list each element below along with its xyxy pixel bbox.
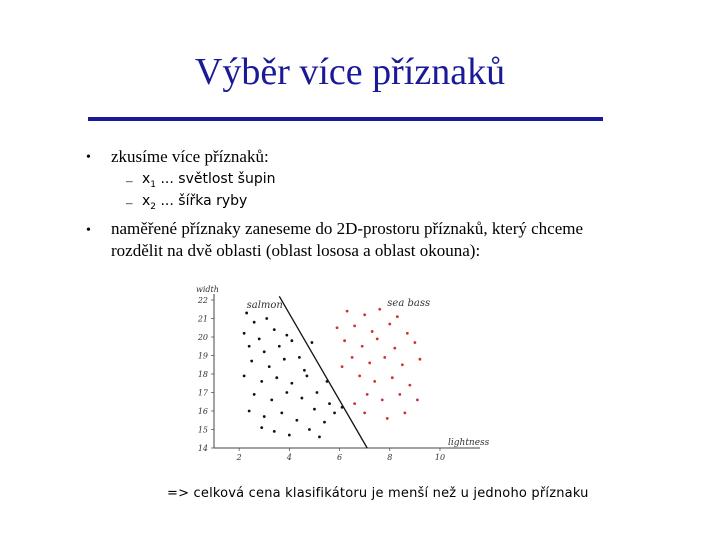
salmon-label: salmon xyxy=(246,300,283,311)
salmon-point xyxy=(318,436,321,439)
sea-bass-point xyxy=(419,358,422,361)
sea-bass-point xyxy=(361,345,364,348)
sea-bass-point xyxy=(366,393,369,396)
salmon-point xyxy=(290,339,293,342)
sea-bass-point xyxy=(388,323,391,326)
sea-bass-point xyxy=(416,399,419,402)
x-tick-label: 8 xyxy=(387,453,393,462)
salmon-point xyxy=(300,397,303,400)
salmon-point xyxy=(243,332,246,335)
sea-bass-point xyxy=(353,402,356,405)
sea-bass-point xyxy=(376,337,379,340)
salmon-point xyxy=(260,380,263,383)
dash-marker: – xyxy=(126,173,133,188)
sea-bass-label: sea bass xyxy=(387,298,431,309)
salmon-point xyxy=(303,369,306,372)
salmon-point xyxy=(323,421,326,424)
y-tick-label: 18 xyxy=(197,370,208,379)
y-tick-label: 22 xyxy=(197,296,208,305)
sea-bass-point xyxy=(398,393,401,396)
salmon-point xyxy=(250,360,253,363)
sea-bass-point xyxy=(408,384,411,387)
sea-bass-point xyxy=(373,380,376,383)
salmon-point xyxy=(263,350,266,353)
decision-boundary-line xyxy=(279,296,367,448)
salmon-point xyxy=(263,415,266,418)
y-tick-label: 16 xyxy=(197,407,208,416)
subitem-x1-sub: 1 xyxy=(150,179,157,190)
y-tick-label: 17 xyxy=(197,388,208,398)
salmon-point xyxy=(333,411,336,414)
bullet-1-text: zkusíme více příznaků: xyxy=(111,147,269,166)
subitem-x1-var: x xyxy=(142,171,151,187)
sea-bass-point xyxy=(368,362,371,365)
salmon-point xyxy=(311,341,314,344)
salmon-point xyxy=(288,434,291,437)
salmon-point xyxy=(265,317,268,320)
salmon-point xyxy=(306,374,309,377)
salmon-point xyxy=(248,345,251,348)
salmon-point xyxy=(243,374,246,377)
salmon-point xyxy=(248,410,251,413)
bullet-2-line1: naměřené příznaky zaneseme do 2D-prostoru příznaků, který chceme xyxy=(111,219,584,238)
subitem-x2 xyxy=(142,193,247,212)
sea-bass-point xyxy=(371,330,374,333)
sea-bass-point xyxy=(396,315,399,318)
salmon-point xyxy=(290,382,293,385)
salmon-point xyxy=(283,358,286,361)
salmon-point xyxy=(298,356,301,359)
salmon-point xyxy=(260,426,263,429)
title-underline xyxy=(88,117,603,121)
scatter-chart xyxy=(170,280,490,465)
x-tick-label: 10 xyxy=(434,453,446,462)
salmon-point xyxy=(270,399,273,402)
salmon-point xyxy=(313,408,316,411)
salmon-point xyxy=(245,312,248,315)
sea-bass-point xyxy=(386,417,389,420)
salmon-point xyxy=(275,376,278,379)
sea-bass-point xyxy=(351,356,354,359)
bullet-marker: • xyxy=(86,223,91,238)
subitem-x1 xyxy=(142,171,275,190)
bullet-2-text xyxy=(111,218,583,262)
dash-marker: – xyxy=(126,195,133,210)
salmon-point xyxy=(280,411,283,414)
sea-bass-point xyxy=(406,332,409,335)
bullet-marker: • xyxy=(86,150,91,165)
salmon-point xyxy=(253,321,256,324)
salmon-point xyxy=(285,391,288,394)
subitem-x2-text: ... šířka ryby xyxy=(156,193,248,209)
y-tick-label: 14 xyxy=(197,444,208,453)
sea-bass-point xyxy=(391,376,394,379)
salmon-point xyxy=(278,345,281,348)
sea-bass-point xyxy=(403,411,406,414)
sea-bass-point xyxy=(353,325,356,328)
salmon-point xyxy=(316,391,319,394)
x-tick-label: 2 xyxy=(236,453,242,462)
salmon-point xyxy=(285,334,288,337)
subitem-x2-var: x xyxy=(142,193,151,209)
salmon-point xyxy=(258,337,261,340)
x-tick-label: 6 xyxy=(337,453,343,462)
footer-note: => celková cena klasifikátoru je menší než u jednoho příznaku xyxy=(167,486,589,501)
salmon-point xyxy=(341,406,344,409)
salmon-point xyxy=(326,380,329,383)
salmon-point xyxy=(268,365,271,368)
sea-bass-point xyxy=(393,347,396,350)
sea-bass-point xyxy=(363,313,366,316)
salmon-point xyxy=(328,402,331,405)
sea-bass-point xyxy=(401,363,404,366)
bullet-2-line2: rozdělit na dvě oblasti (oblast lososa a oblast okouna): xyxy=(111,241,481,260)
y-tick-label: 15 xyxy=(197,425,208,435)
y-tick-label: 19 xyxy=(197,351,208,361)
sea-bass-point xyxy=(336,326,339,329)
sea-bass-point xyxy=(381,399,384,402)
subitem-x2-sub: 2 xyxy=(150,201,157,212)
sea-bass-point xyxy=(413,341,416,344)
salmon-point xyxy=(295,419,298,422)
salmon-point xyxy=(308,428,311,431)
salmon-point xyxy=(273,328,276,331)
sea-bass-point xyxy=(358,374,361,377)
x-axis-label: lightness xyxy=(448,438,490,448)
salmon-point xyxy=(273,430,276,433)
salmon-point xyxy=(253,393,256,396)
y-tick-label: 21 xyxy=(197,314,208,324)
sea-bass-point xyxy=(378,308,381,311)
y-axis-label: width xyxy=(196,285,219,294)
slide-title: Výběr více příznaků xyxy=(194,51,506,93)
sea-bass-point xyxy=(363,411,366,414)
sea-bass-point xyxy=(346,310,349,313)
x-tick-label: 4 xyxy=(286,453,292,462)
y-tick-label: 20 xyxy=(197,333,208,342)
sea-bass-point xyxy=(343,339,346,342)
subitem-x1-text: ... světlost šupin xyxy=(156,171,276,187)
sea-bass-point xyxy=(383,356,386,359)
sea-bass-point xyxy=(341,365,344,368)
